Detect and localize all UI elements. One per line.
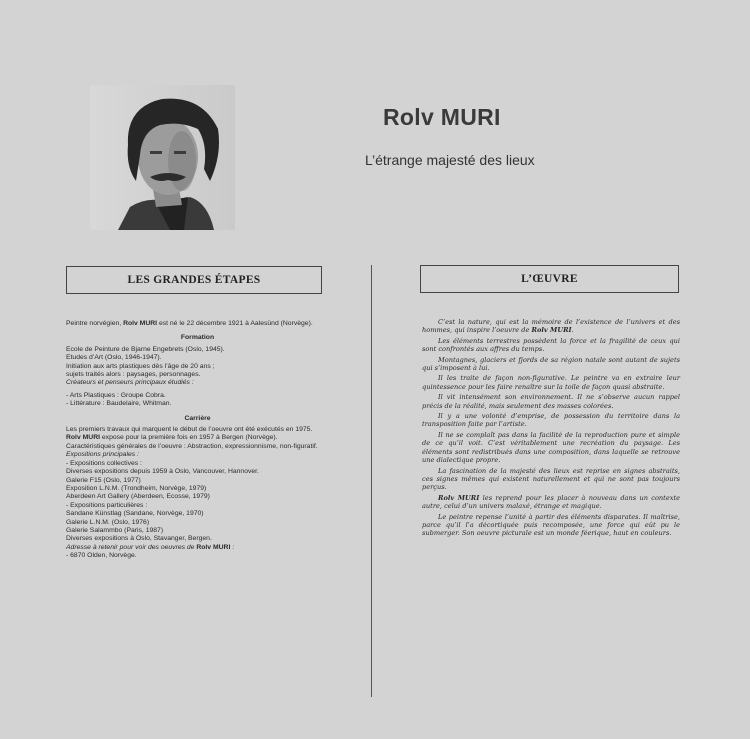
oeuvre-paragraph: Les éléments terrestres possèdent la force et la fragilité de ceux qui sont confrontés aux affres du temps. <box>422 336 680 354</box>
page-subtitle: L’étrange majesté des lieux <box>365 152 535 168</box>
oeuvre-column <box>422 318 680 540</box>
section-heading-oeuvre <box>420 265 679 293</box>
expo-line: Exposition L.N.M. (Trondheim, Norvège, 1979) <box>66 484 207 492</box>
expo-line: Galerie Salammbo (Paris, 1987) <box>66 526 164 534</box>
intro-paragraph: Peintre norvégien, Rolv MURI est né le 22 décembre 1921 à Aalesünd (Norvège). <box>66 320 313 327</box>
formation-line: Ecole de Peinture de Bjarne Engebrets (Oslo, 1945). <box>66 345 225 353</box>
formation-line: Etudes d’Art (Oslo, 1946-1947). <box>66 354 162 362</box>
oeuvre-paragraph: Il ne se complaît pas dans la facilité de la reproduction pure et simple de ce qu’il voit. C’est véritablement une recréation du paysage. Les éléments sont redistribués dans une composition, dans laquelle se retrouve une dialectique propre. <box>422 430 680 465</box>
oeuvre-paragraph: Il vit intensément son environnement. Il ne s’observe aucun rappel précis de la réalité, mais seulement des masses colorées. <box>422 393 680 410</box>
expo-line: Galerie L.N.M. (Oslo, 1976) <box>66 518 150 526</box>
section-heading-oeuvre-label: L’ŒUVRE <box>521 273 578 285</box>
address-label: Adresse à retenir pour voir des oeuvres de Rolv MURI : <box>66 543 235 551</box>
expo-line: Sandane Künstlag (Sandane, Norvège, 1970) <box>66 510 204 518</box>
portrait-illustration <box>90 85 235 230</box>
formation-line: sujets traités alors : paysages, personnages. <box>66 371 201 379</box>
section-heading-etapes-label: LES GRANDES ÉTAPES <box>127 274 261 286</box>
career-line: Rolv MURI expose pour la première fois en 1957 à Bergen (Norvège). <box>66 434 278 442</box>
portrait-photo <box>90 85 235 230</box>
oeuvre-paragraph: Rolv MURI les reprend pour les placer à nouveau dans un contexte autre, celui d’un univers malaxé, étrange et magique. <box>422 493 680 511</box>
formation-line: Initiation aux arts plastiques dès l’âge de 20 ans ; <box>66 362 215 370</box>
oeuvre-paragraph: Le peintre repense l’unité à partir des éléments disparates. Il maîtrise, parce qu’il l’a décortiquée puis recomposée, une force qui eût pu le submerger. Son oeuvre picturale est un monde féerique, haut en couleurs. <box>422 512 680 538</box>
influences-line: - Arts Plastiques : Groupe Cobra. <box>66 391 166 399</box>
oeuvre-paragraph: Montagnes, glaciers et fjords de sa région natale sont autant de sujets qui s’imposent à lui. <box>422 355 680 373</box>
oeuvre-paragraph: La fascination de la majesté des lieux est reprise en signes abstraits, ces signes mêmes qui existent naturellement et qui ne sont pas toujours perçus. <box>422 466 680 492</box>
formation-heading: Formation <box>180 334 215 342</box>
career-line: Les premiers travaux qui marquent le début de l’oeuvre ont été exécutés en 1975. <box>66 426 313 434</box>
biography-column <box>66 320 329 561</box>
expo-line: Diverses expositions à Oslo, Stavanger, Bergen. <box>66 535 212 543</box>
expo-line: - Expositions particulières : <box>66 501 148 509</box>
page-title: Rolv MURI <box>383 104 501 130</box>
address-line: - 6870 Olden, Norvège. <box>66 552 137 560</box>
expo-line: Galerie F15 (Oslo, 1977) <box>66 476 141 484</box>
expo-line: - Expositions collectives : <box>66 459 142 467</box>
section-heading-etapes <box>66 266 322 294</box>
oeuvre-paragraph: Il les traite de façon non-figurative. Le peintre va en extraire leur quintessence pour les faire renaître sur la toile de façon quasi abstraite. <box>422 374 680 391</box>
career-heading: Carrière <box>184 414 211 422</box>
expo-line: Aberdeen Art Gallery (Aberdeen, Ecosse, 1979) <box>66 493 210 501</box>
column-divider <box>371 265 372 697</box>
oeuvre-paragraph: C’est la nature, qui est la mémoire de l’existence de l’univers et des hommes, qui inspire l’oeuvre de Rolv MURI. <box>422 318 680 335</box>
expositions-label: Expositions principales : <box>66 451 139 459</box>
career-line: Caractéristiques générales de l’oeuvre : Abstraction, expressionnisme, non-figuratif. <box>66 442 318 450</box>
influences-label: Créateurs et penseurs principaux étudiés : <box>66 379 194 387</box>
oeuvre-paragraph: Il y a une volonté d’emprise, de possession du territoire dans la transposition faite par l’artiste. <box>422 412 680 429</box>
influences-line: - Littérature : Baudelaire, Whitman. <box>66 400 172 408</box>
expo-line: Diverses expositions depuis 1959 à Oslo, Vancouver, Hannover. <box>66 468 259 476</box>
